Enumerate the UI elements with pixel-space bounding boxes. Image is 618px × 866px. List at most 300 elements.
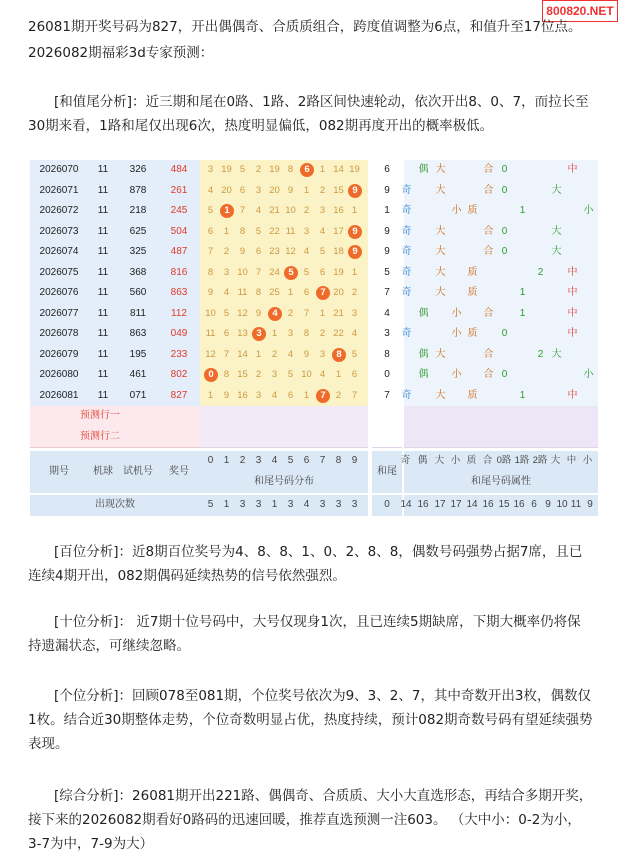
miss-value: 8 [223,369,230,380]
attr-header: 大 [550,455,561,466]
miss-value: 5 [239,164,246,175]
miss-value: 4 [319,369,326,380]
miss-value: 2 [287,307,294,319]
attr-mark: 大 [435,287,446,298]
miss-value: 9 [207,287,214,298]
hit-ball: 7 [316,286,330,300]
miss-value: 19 [269,164,280,175]
miss-value: 5 [287,369,294,380]
miss-value: 5 [319,246,326,257]
count-attr: 15 [498,499,510,510]
miss-value: 5 [223,307,230,319]
miss-value: 9 [239,246,246,257]
miss-value: 19 [333,266,344,278]
sum-tail-cell: 7 [372,386,402,408]
trend-chart [30,160,598,516]
ball-cell: 11 [88,386,118,408]
intro-line-1: 26081期开奖号码为827，开出偶偶奇、合质质组合，跨度值调整为6点，和值升至17位点。 [28,19,582,35]
miss-value: 19 [349,164,360,175]
issue-cell: 2026072 [30,201,88,223]
digit-header: 5 [287,455,294,466]
miss-value: 7 [255,266,262,278]
attr-header: 小 [450,455,461,466]
attr-mark: 0 [501,369,508,380]
test-number-cell: 218 [118,201,158,223]
miss-value: 19 [221,164,232,175]
sum-tail-cell: 3 [372,324,402,346]
attr-header: 奇 [400,455,411,466]
miss-value: 9 [287,184,294,196]
test-number-cell: 326 [118,160,158,182]
table-row [30,283,598,304]
attr-header: 质 [466,455,477,466]
miss-value: 1 [223,225,230,237]
attr-header: 中 [566,455,577,466]
attr-mark: 合 [483,164,494,175]
miss-value: 7 [239,205,246,216]
attr-mark: 奇 [401,246,412,257]
miss-value: 3 [303,225,310,237]
miss-value: 20 [333,287,344,298]
table-row [30,345,598,366]
ball-cell: 11 [88,304,118,326]
attr-mark: 奇 [401,328,412,339]
attr-mark: 大 [435,389,446,401]
count-attr: 17 [434,499,446,510]
miss-value: 11 [237,287,248,298]
miss-value: 10 [237,266,248,278]
miss-value: 5 [351,348,358,360]
miss-value: 14 [333,164,344,175]
sum-tail-cell: 5 [372,263,402,285]
issue-cell: 2026080 [30,365,88,387]
hit-ball: 5 [284,266,298,280]
attr-mark: 1 [519,389,526,401]
hit-ball: 6 [300,163,314,177]
test-number-cell: 878 [118,181,158,203]
miss-value: 22 [269,225,280,237]
miss-value: 2 [335,389,342,401]
predict-attrs [404,427,598,449]
count-digit: 3 [287,499,294,510]
predict-hz [372,427,402,449]
attr-mark: 偶 [418,348,429,360]
miss-value: 4 [271,389,278,401]
test-number-cell: 368 [118,263,158,285]
count-digit: 4 [303,499,310,510]
attr-mark: 0 [501,184,508,196]
digit-header: 6 [303,455,310,466]
attr-mark: 偶 [418,164,429,175]
miss-value: 6 [239,184,246,196]
digit-header: 3 [255,455,262,466]
miss-value: 20 [269,184,280,196]
miss-value: 8 [255,287,262,298]
digit-header: 8 [335,455,342,466]
miss-value: 10 [285,205,296,216]
miss-value: 2 [319,328,326,339]
predict-row [30,427,598,448]
table-row [30,242,598,263]
miss-value: 15 [237,369,248,380]
miss-value: 12 [285,246,296,257]
sum-tail-cell: 9 [372,222,402,244]
miss-value: 16 [237,389,248,401]
hit-ball: 1 [220,204,234,218]
miss-value: 1 [271,328,278,339]
miss-value: 4 [351,328,358,339]
issue-cell: 2026071 [30,181,88,203]
test-number-cell: 325 [118,242,158,264]
miss-value: 1 [351,266,358,278]
attr-mark: 合 [483,307,494,319]
digits-group-label: 和尾号码分布 [254,476,314,487]
miss-value: 9 [255,307,262,319]
miss-value: 6 [223,328,230,339]
miss-value: 1 [207,389,214,401]
test-number-cell: 625 [118,222,158,244]
miss-value: 7 [223,348,230,360]
hit-ball: 4 [268,307,282,321]
issue-cell: 2026079 [30,345,88,367]
miss-value: 6 [351,369,358,380]
count-attr: 16 [513,499,525,510]
miss-value: 10 [205,307,216,319]
ball-cell: 11 [88,365,118,387]
attr-mark: 大 [435,348,446,360]
count-attr: 14 [400,499,412,510]
digit-header: 7 [319,455,326,466]
count-attr: 9 [587,499,593,510]
miss-value: 4 [303,246,310,257]
miss-value: 6 [207,225,214,237]
attr-mark: 合 [483,369,494,380]
attr-mark: 奇 [401,225,412,237]
miss-value: 9 [223,389,230,401]
miss-value: 5 [207,205,214,216]
count-attr: 17 [450,499,462,510]
attr-mark: 0 [501,328,508,339]
tens-analysis: [十位分析]： 近7期十位号码中，大号仅现身1次，且已连续5期缺席，下期大概率仍将保持遗漏状态，可继续忽略。 [28,614,581,654]
count-attr: 14 [466,499,478,510]
attr-header: 合 [482,455,493,466]
miss-value: 3 [223,266,230,278]
miss-value: 1 [287,287,294,298]
sum-tail-cell: 1 [372,201,402,223]
sum-tail-analysis: [和值尾分析]：近三期和尾在0路、1路、2路区间快速轮动，依次开出8、0、7，而拉长至30期来看，1路和尾仅出现6次，热度明显偏低，082期再度开出的概率极低。 [28,94,589,134]
hit-ball: 8 [332,348,346,362]
attr-mark: 大 [551,225,562,237]
header-test: 试机号 [118,451,158,493]
miss-value: 9 [303,348,310,360]
miss-value: 14 [237,348,248,360]
predict-digits [200,406,368,428]
digit-header: 1 [223,455,230,466]
attr-mark: 1 [519,307,526,319]
hit-ball: 0 [204,368,218,382]
attr-mark: 质 [467,328,478,339]
sum-tail-cell: 6 [372,160,402,182]
attr-mark: 2 [537,348,544,360]
ball-cell: 11 [88,160,118,182]
attr-mark: 中 [567,307,578,319]
miss-value: 6 [287,389,294,401]
sum-tail-cell: 8 [372,345,402,367]
digit-header: 9 [351,455,358,466]
miss-value: 25 [269,287,280,298]
sum-tail-cell: 7 [372,283,402,305]
table-row [30,365,598,386]
draw-number-cell: 487 [158,242,200,264]
ball-cell: 11 [88,345,118,367]
attr-band [404,201,598,223]
table-row [30,160,598,181]
attr-mark: 合 [483,225,494,237]
count-digit: 1 [271,499,278,510]
miss-value: 1 [319,307,326,319]
miss-value: 13 [237,328,248,339]
count-attr: 6 [531,499,537,510]
table-row [30,201,598,222]
miss-value: 2 [303,205,310,216]
miss-value: 2 [255,369,262,380]
test-number-cell: 461 [118,365,158,387]
count-digit: 3 [255,499,262,510]
count-hz: 0 [372,495,402,516]
miss-value: 3 [271,369,278,380]
miss-value: 16 [333,205,344,216]
attr-mark: 奇 [401,266,412,278]
attr-mark: 大 [551,348,562,360]
attr-mark: 中 [567,164,578,175]
miss-value: 1 [303,389,310,401]
miss-value: 4 [255,205,262,216]
miss-value: 12 [205,348,216,360]
miss-value: 8 [303,328,310,339]
miss-value: 2 [223,246,230,257]
miss-value: 7 [351,389,358,401]
issue-cell: 2026081 [30,386,88,408]
miss-value: 7 [303,307,310,319]
issue-cell: 2026073 [30,222,88,244]
draw-number-cell: 049 [158,324,200,346]
count-digit: 3 [319,499,326,510]
miss-value: 1 [303,184,310,196]
attr-mark: 奇 [401,205,412,216]
miss-value: 24 [269,266,280,278]
table-row [30,386,598,407]
count-label: 出现次数 [30,495,200,516]
attr-mark: 奇 [401,184,412,196]
hundreds-analysis: [百位分析]：近8期百位奖号为4、8、8、1、0、2、8、8，偶数号码强势占据7席，且已连续4期开出，082期偶码延续热势的信号依然强烈。 [28,544,583,584]
attr-mark: 合 [483,348,494,360]
attr-mark: 小 [451,328,462,339]
attr-mark: 奇 [401,287,412,298]
draw-number-cell: 112 [158,304,200,326]
predict-row [30,406,598,427]
attrs-group-label: 和尾号码属性 [471,476,531,487]
attr-mark: 中 [567,389,578,401]
intro-line-2: 2026082期福彩3d专家预测： [28,45,214,61]
miss-value: 12 [237,307,248,319]
attr-mark: 1 [519,205,526,216]
attr-mark: 0 [501,225,508,237]
attr-mark: 中 [567,287,578,298]
test-number-cell: 811 [118,304,158,326]
hit-ball: 9 [348,184,362,198]
miss-value: 8 [239,225,246,237]
miss-value: 1 [351,205,358,216]
issue-cell: 2026075 [30,263,88,285]
miss-value: 1 [319,164,326,175]
issue-cell: 2026070 [30,160,88,182]
predict-label: 预测行二 [80,430,120,442]
header-issue: 期号 [30,451,88,493]
miss-value: 5 [303,266,310,278]
attr-mark: 偶 [418,369,429,380]
count-attr: 9 [545,499,551,510]
attr-mark: 小 [451,307,462,319]
issue-cell: 2026076 [30,283,88,305]
ball-cell: 11 [88,181,118,203]
attr-mark: 大 [435,246,446,257]
header-row [30,451,598,493]
attr-header: 偶 [417,455,428,466]
ball-cell: 11 [88,242,118,264]
miss-value: 6 [303,287,310,298]
digit-header: 2 [239,455,246,466]
miss-value: 11 [285,225,296,237]
table-row [30,263,598,284]
attr-mark: 小 [451,205,462,216]
attr-header: 2路 [532,455,548,466]
attr-mark: 质 [467,389,478,401]
draw-number-cell: 827 [158,386,200,408]
miss-value: 3 [287,328,294,339]
attr-mark: 小 [583,205,594,216]
miss-value: 21 [269,205,280,216]
attr-mark: 0 [501,164,508,175]
attr-mark: 大 [551,184,562,196]
miss-value: 4 [223,287,230,298]
table-row [30,324,598,345]
miss-value: 15 [333,184,344,196]
header-hz: 和尾 [372,451,402,493]
ball-cell: 11 [88,222,118,244]
count-digit: 1 [223,499,230,510]
attr-mark: 质 [467,266,478,278]
attr-mark: 大 [435,225,446,237]
count-attr: 11 [570,499,582,510]
predict-attrs [404,406,598,428]
sum-tail-cell: 4 [372,304,402,326]
hit-ball: 9 [348,225,362,239]
digit-header: 4 [271,455,278,466]
attr-mark: 0 [501,246,508,257]
sum-tail-cell: 0 [372,365,402,387]
attr-mark: 小 [451,369,462,380]
count-digit: 5 [207,499,214,510]
ball-cell: 11 [88,201,118,223]
header-ball: 机球 [88,451,118,493]
count-digit: 3 [351,499,358,510]
attr-mark: 偶 [418,307,429,319]
attr-mark: 质 [467,205,478,216]
miss-value: 2 [319,184,326,196]
table-row [30,222,598,243]
miss-value: 2 [255,164,262,175]
count-attr: 16 [482,499,494,510]
attr-mark: 奇 [401,389,412,401]
miss-value: 23 [269,246,280,257]
miss-value: 8 [287,164,294,175]
attr-mark: 中 [567,328,578,339]
miss-value: 4 [287,348,294,360]
attr-mark: 大 [551,246,562,257]
issue-cell: 2026078 [30,324,88,346]
draw-number-cell: 233 [158,345,200,367]
draw-number-cell: 816 [158,263,200,285]
miss-value: 3 [319,348,326,360]
overall-analysis: [综合分析]：26081期开出221路、偶偶奇、合质质、大小大直选形态，再结合多期开奖，接下来的2026082期看好0路码的迅速回暖，推荐直选预测一注603。 （大中小：0-2为小，3-7为中，7-9为大） [28,788,593,852]
hit-ball: 7 [316,389,330,403]
miss-value: 17 [333,225,344,237]
attr-header: 0路 [496,455,512,466]
miss-value: 4 [207,184,214,196]
issue-cell: 2026074 [30,242,88,264]
issue-cell: 2026077 [30,304,88,326]
test-number-cell: 195 [118,345,158,367]
attr-mark: 中 [567,266,578,278]
miss-value: 2 [271,348,278,360]
miss-value: 18 [333,246,344,257]
attr-mark: 2 [537,266,544,278]
count-digit: 3 [335,499,342,510]
hit-ball: 3 [252,327,266,341]
test-number-cell: 071 [118,386,158,408]
attr-header: 1路 [514,455,530,466]
count-attr: 10 [556,499,568,510]
attr-mark: 小 [583,369,594,380]
draw-number-cell: 802 [158,365,200,387]
miss-value: 3 [255,184,262,196]
miss-value: 1 [335,369,342,380]
ball-cell: 11 [88,283,118,305]
miss-value: 8 [207,266,214,278]
count-row [30,495,598,516]
hit-ball: 9 [348,245,362,259]
table-row [30,304,598,325]
ball-cell: 11 [88,263,118,285]
draw-number-cell: 484 [158,160,200,182]
draw-number-cell: 863 [158,283,200,305]
miss-value: 11 [205,328,216,339]
header-draw: 奖号 [158,451,200,493]
miss-value: 1 [255,348,262,360]
miss-value: 10 [301,369,312,380]
draw-number-cell: 245 [158,201,200,223]
predict-label: 预测行一 [80,410,120,421]
table-row [30,181,598,202]
attr-mark: 大 [435,164,446,175]
attr-mark: 合 [483,184,494,196]
attr-mark: 1 [519,287,526,298]
attr-header: 大 [434,455,445,466]
miss-value: 2 [351,287,358,298]
draw-number-cell: 504 [158,222,200,244]
miss-value: 20 [221,184,232,196]
digit-header: 0 [207,455,214,466]
